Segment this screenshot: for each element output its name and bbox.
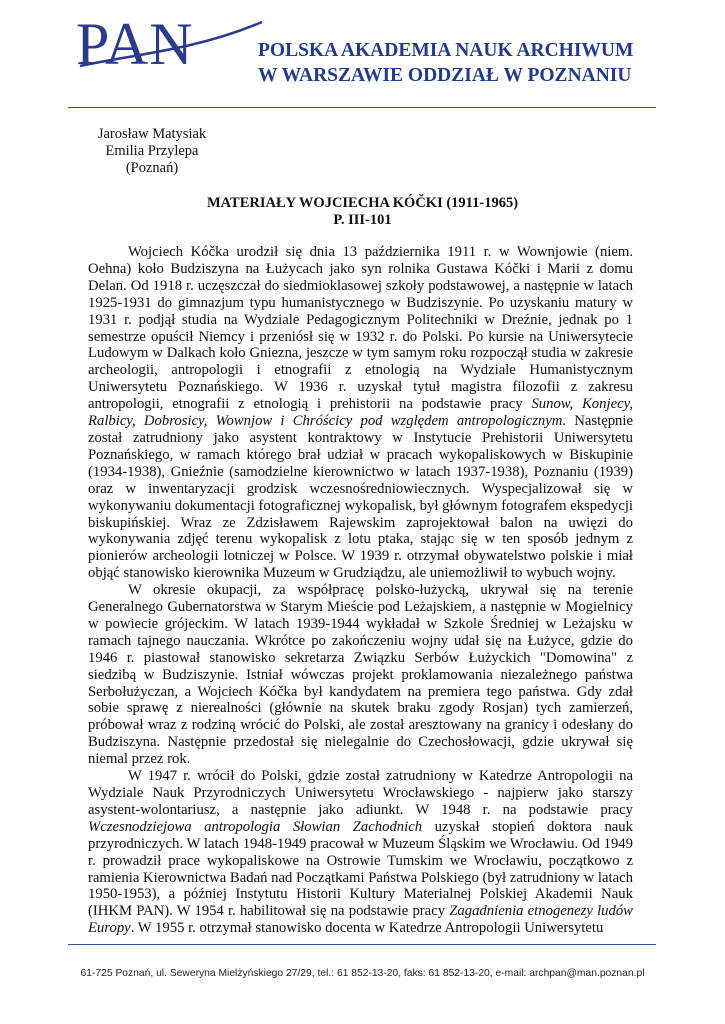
title-line-1: MATERIAŁY WOJCIECHA KÓČKI (1911-1965) — [206, 195, 519, 211]
text-run: W 1947 r. wrócił do Polski, gdzie został zatrudniony w Katedrze Antropologii na Wydziale Nauk Przyrodniczych Uniwersytetu Wrocławskiego - najpierw jako starszy asystent-wolontariusz, a następnie jako adiunkt. W 1948 r. na podstawie pracy — [88, 768, 633, 818]
footer-contact: 61-725 Poznań, ul. Seweryna Mielżyńskiego 27/29, tel.: 61 852-13-20, faks: 61 852-13-20, e-mail: archpan@man.poznan.pl — [80, 968, 645, 979]
text-run-italic: Zagadnienia etnogenezy ludów Europy — [88, 903, 633, 937]
paragraph-1 — [88, 244, 633, 582]
header-divider — [68, 107, 656, 108]
text-run: Wojciech Kóčka urodził się dnia 13 października 1911 r. w Wownjowie (niem. Oehna) koło Budziszyna na Łużycach jako syn rolnika Gustawa Kóčki i Marii z domu Delan. Od 1918 r. uczęszczał do siedmioklasowej szkoły podstawowej, a następnie w latach 1925-1931 do gimnazjum typu humanistycznego w Budziszynie. Po uzyskaniu matury w 1931 r. podjął studia na Wydziale Pedagogicznym Politechniki w Dreźnie, jednak po 1 semestrze opuścił Niemcy i przeniósł się w 1932 r. do Polski. Po kursie na Uniwersytecie Ludowym w Dalkach koło Gniezna, jeszcze w tym samym roku rozpoczął studia w zakresie archeologii, antropologii i etnografii z etnologią na Wydziale Humanistycznym Uniwersytetu Poznańskiego. W 1936 r. uzyskał tytuł magistra filozofii z zakresu antropologii, etnografii z etnologią i prehistorii na podstawie pracy — [88, 244, 633, 413]
paragraph-3 — [88, 768, 633, 937]
author-2: Emilia Przylepa — [105, 143, 199, 159]
institution-name — [258, 38, 633, 88]
letterhead — [0, 0, 725, 112]
paragraph-2 — [88, 582, 633, 768]
text-run: . Następnie został zatrudniony jako asystent kontraktowy w Instytucie Prehistorii Uniwersytetu Poznańskiego, w ramach którego brał udział w pracach wykopaliskowych w Biskupinie (1934-1938), Gnieźnie (samodzielne kierownictwo w latach 1937-1938), Poznaniu (1939) oraz w inwentaryzacji grodzisk wczesnośredniowiecznych. Wyspecjalizował się w wykonywaniu dokumentacji fotograficznej wykopalisk, był głównym fotografem ekspedycji biskupińskiej. Wraz ze Zdzisławem Rajewskim zaprojektował balon na uwięzi do wykonywania zdjęć terenu wykopalisk z lotu ptaka, stając się w ten sposób jednym z pionierów archeologii lotniczej w Polsce. W 1939 r. otrzymał obywatelstwo polskie i miał objąć stanowisko kierownika Muzeum w Grudziądzu, ale uniemożliwił to wybuch wojny. — [88, 413, 633, 582]
text-run-italic: Wczesnodziejowa antropologia Słowian Zachodnich — [88, 818, 423, 835]
institution-line-2: W WARSZAWIE ODDZIAŁ W POZNANIU — [258, 65, 632, 86]
document-title — [92, 195, 633, 229]
author-1: Jarosław Matysiak — [97, 126, 207, 142]
logo-swoosh-icon — [76, 14, 266, 78]
text-run-italic: Sunow, Konjecy, Ralbicy, Dobrosicy, Wownjow i Chróścicy pod względem antropologicznym — [88, 396, 633, 430]
text-run: W okresie okupacji, za współpracę polsko-łużycką, ukrywał się na terenie Generalnego Gubernatorstwa w Starym Mieście pod Leżajskiem, a następnie w Mogielnicy w powiecie grójeckim. W latach 1939-1944 wykładał w Szkole Średniej w Leżajsku w ramach tajnego nauczania. Wkrótce po zakończeniu wojny udał się na Łużyce, gdzie do 1946 r. piastował stanowisko sekretarza Związku Serbów Łużyckich "Domowina" z siedzibą w Budziszynie. Istniał wówczas projekt proklamowania niezależnego państwa Serbołużyczan, a Wojciech Kóčka był kandydatem na premiera tego państwa. Gdy zdał sobie sprawę z nierealności (głównie na skutek braku zgody Rosjan) tych zamierzeń, próbował wraz z rodziną wrócić do Polski, ale został aresztowany na granicy i odesłany do Budziszyna. Następnie przedostał się nielegalnie do Czechosłowacji, gdzie ukrywał się niemal przez rok. — [88, 582, 633, 768]
document-body — [88, 244, 633, 937]
text-run: . W 1955 r. otrzymał stanowisko docenta w Katedrze Antropologii Uniwersytetu — [130, 920, 604, 937]
pan-logo — [76, 11, 194, 77]
institution-line-1: POLSKA AKADEMIA NAUK ARCHIWUM — [258, 40, 634, 61]
logo-text: PAN — [76, 11, 194, 77]
title-line-2: P. III-101 — [333, 212, 392, 228]
text-run: uzyskał stopień doktora nauk przyrodniczych. W latach 1948-1949 pracował w Muzeum Śląskim we Wrocławiu. Od 1949 r. prowadził prace wykopaliskowe na Ostrowie Tumskim we Wrocławiu, początkowo z ramienia Kierownictwa Badań nad Początkami Państwa Polskiego (był zatrudniony w latach 1950-1953), a później Instytutu Historii Kultury Materialnej Polskiej Akademii Nauk (IHKM PAN). W 1954 r. habilitował się na podstawie pracy — [88, 818, 633, 920]
author-location: (Poznań) — [125, 160, 179, 176]
authors — [92, 126, 212, 177]
footer-divider — [68, 944, 656, 945]
